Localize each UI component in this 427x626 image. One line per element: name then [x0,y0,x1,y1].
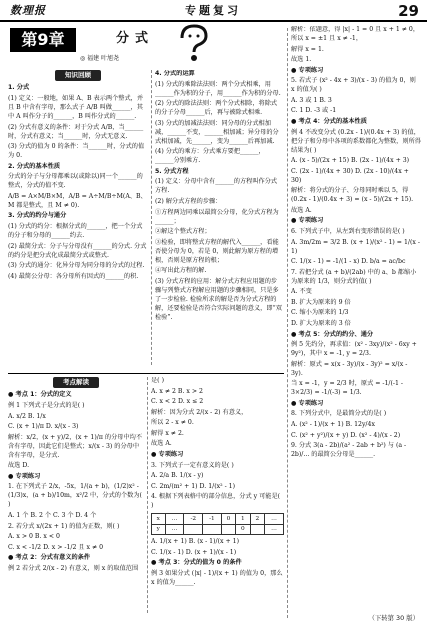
text-line: 故选 D. [8,462,30,470]
newspaper-logo: 数理报 [10,4,46,17]
chapter-banner [10,24,206,68]
text-line: ● 专项练习 [8,472,41,480]
table-cell: 0 [221,514,235,524]
text-line: C. x < -1/2 D. x > -1/2 且 x ≠ 0 [8,543,104,551]
text-line: C. 1/(x - 1) D. (x + 1)/(x - 1) [151,548,237,556]
text-line: ● 考点 5：分式的约分、通分 [291,330,374,338]
text-line: A. 1 个 B. 2 个 C. 3 个 D. 4 个 [8,511,97,519]
text-line: ②解这个整式方程； [155,228,211,236]
table-cell: x [152,514,166,524]
text-line: 故选 A. [151,440,172,448]
text-line: A. x > 0 B. x < 0 [8,533,60,541]
text-line: 例 5 先约分，再求值：(x² - 3xy)/(x² - 6xy + 9y²)，其中 x = -1, y = 2/3. [291,341,417,358]
text-line: 8. 下列分式中，是最简分式的是( ) [291,410,387,418]
text-line: C. (x + 1)/π D. x/(x - 3) [8,423,79,431]
text-line: 解得 x ≠ 2. [151,429,184,437]
text-line: 3. 下列式子一定有意义的是( ) [151,461,234,469]
text-line: A. 3m/2m = 3/2 B. (x + 1)/(x² - 1) = 1/(x - 1) [291,238,420,255]
text-line: 5. 若式子 (x² - 4x + 3)/(x - 3) 的值为 0，则 x 的值为( ) [291,77,416,94]
chapter-title: 分式 [116,31,155,46]
table-cell: y [152,524,166,534]
text-line: ● 考点 2：分式有意义的条件 [8,554,91,562]
table-row [152,514,284,524]
text-line: A. (x - 5)/(2x + 15) B. (2x - 1)/(4x + 3) [291,157,410,165]
text-line: ● 专项练习 [291,217,324,225]
column-divider [287,28,288,618]
text-line: ③检验，即将整式方程的解代入______，看能否使分母为 0，若是 0，则此解为原方程的增根，否则是原方程的根； [155,238,279,264]
text-line: A. 1/(x + 1) B. (x - 1)/(x + 1) [151,538,239,546]
table-cell: … [165,514,184,524]
text-line: A. 2/a B. 1/(x - y) [151,472,204,480]
text-line: A. x ≠ 2 B. x > 2 [151,387,203,395]
text-line: 1. 在下列式子 2/x，-5x，1/(a + b)，(1/2)x² - (1/3)x，(a + b)/10m，x²/2 中，分式的个数为( ) [8,483,142,509]
text-line: 分式的分子与分母都乘以(或除以)同一个______的整式，分式的值不变. [8,173,143,190]
text-line: (1) 定义：一般地，如果 A、B 表示两个整式，并且 B 中含有字母，那么式子 A/B 叫做______，其中 A 叫作分子的______，B 叫作分式的______. [8,95,144,120]
text-line: 2. 若分式 x/(2x + 1) 的值为正数，则( ) [8,522,120,530]
text-line: A. (x² - 1)/(x + 1) B. 12y/4x [291,421,375,429]
text-line: 例 2 若分式 2/(x - 2) 有意义，则 x 的取值范围 [8,564,139,572]
text-line: 9. 分式 3(a - 2b)/(a² - 2ab + b²) 与 (a - 2b)/... 的最简公分母是______. [291,442,407,459]
text-line: 故选 A. [291,206,312,214]
text-line: (2) 解分式方程的步骤： [155,197,222,205]
section-title: 专题复习 [185,4,241,17]
table-cell [184,524,203,534]
table-cell [203,524,222,534]
text-line: 5. 分式方程 [155,167,189,175]
table-cell: 1 [236,514,250,524]
text-line: 3. 分式的约分与通分 [8,212,67,220]
text-line: 6. 下列式子中，从左到右变形错误的是( ) [291,228,405,235]
text-line: A. 不变 [291,288,312,296]
text-line: C. x < 2 D. x ≤ 2 [151,398,204,406]
text-line: (1) 定义：分母中含有______的方程叫作分式方程. [155,178,278,195]
text-line: C. 缩小为原来的 1/3 [291,309,349,317]
text-line: ④写出此方程的解. [155,267,207,275]
text-line: 1. 分式 [8,84,30,92]
page-number: 29 [398,2,419,20]
text-line: ● 考点 4：分式的基本性质 [291,118,367,126]
text-line: A. x/2 B. 1/x [8,412,46,420]
text-line: (2) 最简分式：分子与分母没有______的分式. 分式的约分是把分式化成最简分式或整式. [8,242,147,259]
table-cell: 0 [236,524,250,534]
author-line: ◎ 福建 叶旭尧 [80,55,120,62]
text-line: (4) 分式的乘方：分式乘方要把______，______分别乘方. [155,148,265,165]
text-line: C. 1/(x - 1) = -1/(1 - x) D. b/a = ac/bc [291,258,406,266]
section-rule [8,373,284,374]
text-line: C. (x² + y²)/(x + y) D. (x² - 4)/(x - 2) [291,431,401,439]
table-row [152,524,284,534]
text-line: (3) 分式的值为 0 的条件：当______时，分式的值为 0. [8,143,145,160]
question-mascot-icon [174,24,212,64]
text-line: 例 1 下列式子是分式的是( ) [8,402,85,409]
table-cell: … [265,514,284,524]
text-line: (1) 分式的约分：根据分式的______，把一个分式的分子和分母的______约去. [8,222,143,239]
text-line: A. 3 或 1 B. 3 [291,96,332,104]
text-line: 解析：原式 = x(x - 3y)/(x - 3y)² = x/(x - 3y). [291,360,408,377]
header-rule [0,20,427,22]
value-table [151,513,284,535]
text-line: C. 1 D. -3 或 -1 [291,107,337,115]
table-cell: … [165,524,184,534]
text-line: ● 考点 3：分式的值为 0 的条件 [151,559,242,567]
table-cell: -2 [184,514,203,524]
text-line: (2) 分式有意义的条件：对于分式 A/B，当______时，分式有意义；当______时，分式无意义. [8,123,144,140]
text-line: (3) 分式的通分：化异分母为同分母的分式的过程. [8,262,145,270]
text-line: 2. 分式的基本性质 [8,162,61,170]
text-line: (4) 最简公分母：各分母所有因式的______的积. [8,272,139,280]
text-line: 例 3 如果分式 (|x| - 1)/(x + 1) 的值为 0，那么 x 的值为______. [151,569,283,586]
chapter-label: 第9章 [10,28,76,52]
text-line: 所以 2 - x ≠ 0. [151,419,194,427]
column-divider [147,377,148,613]
right-column [291,26,421,612]
text-line: 7. 若把分式 (a + b)/(2ab) 中的 a、b 都缩小为原来的 1/3，则分式的值( ) [291,268,417,285]
text-line: (2) 分式的除法法则：两个分式相除，将除式的分子分母______后，再与被除式相乘. [155,100,278,117]
text-line: (3) 分式方程的应用：解分式方程应用题的步骤与列整式方程解应用题的步骤相同，只是多了一步检验. 检验所求的解是否为分式方程的解，还要检验是否符合实际问题的意义，即“双检验”. [155,277,282,321]
text-line: 故选 1. [291,56,312,64]
knowledge-col-2 [155,70,283,370]
text-line: 4. 分式的运算 [155,70,195,77]
text-line: 解得 x = 1. [291,45,324,53]
table-cell: 2 [250,514,264,524]
column-divider [151,70,152,365]
text-line: 解析：依题意，得 |x| - 1 = 0 且 x + 1 ≠ 0，所以 x = ±1 且 x ≠ -1， [291,26,420,42]
text-line: 当 x = -1，y = 2/3 时，原式 = -1/(-1 - 3×2/3) = -1/(-3) = 1/3. [291,380,403,397]
knowledge-bar: 知识回顾 [55,70,101,81]
text-line: 解析：x/2，(x + y)/2，(x + 1)/π 的分母中均不含有字母，因此它们是整式；x/(x - 3) 的分母中含有字母，是分式. [8,433,143,459]
table-cell [250,524,264,534]
knowledge-col-1 [8,70,148,370]
text-line: ● 考点 1：分式的定义 [8,391,72,399]
page-header [0,0,427,24]
text-line: 例 4 不改变分式 (0.2x - 1)/(0.4x + 3) 的值，把分子和分母中各项的系数都化为整数，则所得结果为( ) [291,128,421,154]
continued-note: （下转第 30 版） [368,614,419,622]
text-line: (3) 分式的加减法法则：同分母的分式相加减，______不变，______相加减；异分母的分式相加减，先______，变为______后再加减. [155,119,279,145]
table-cell: … [265,524,284,534]
text-line: 4. 根据下列表格中的部分信息，分式 y 可能是( ) [151,493,281,510]
review-col-2 [151,377,284,612]
text-line: B. 扩大为原来的 9 倍 [291,298,351,306]
table-cell: -1 [203,514,222,524]
text-line: (1) 分式的乘除法法则：两个分式相乘，用______作为积的分子，用______作为积的分母. [155,80,281,97]
text-line: 解析：将分式的分子、分母同时乘以 5，得 (0.2x - 1)/(0.4x + 3) = (x - 5)/(2x + 15). [291,187,414,204]
review-bar: 考点解读 [53,377,99,388]
text-line: ● 专项练习 [291,66,324,74]
text-line: C. 2m/(m² + 1) D. 1/(x² - 1) [151,482,235,490]
text-line: C. (2x - 1)/(4x + 30) D. (2x - 10)/(4x + 30) [291,167,409,184]
text-line: D. 扩大为原来的 3 倍 [291,320,351,328]
text-line: 解析：因为分式 2/(x - 2) 有意义， [151,408,248,416]
review-col-1 [8,377,144,612]
text-line: ● 专项练习 [291,399,324,407]
text-line: ①方程两边同乘以最简公分母，化分式方程为______； [155,208,279,225]
text-line: A/B = A×M/B×M，A/B = A÷M/B÷M(A、B、M 都是整式，且 M ≠ 0). [8,192,147,209]
text-line: ● 专项练习 [151,451,184,459]
text-line: 是( ) [151,377,164,384]
table-cell [221,524,235,534]
